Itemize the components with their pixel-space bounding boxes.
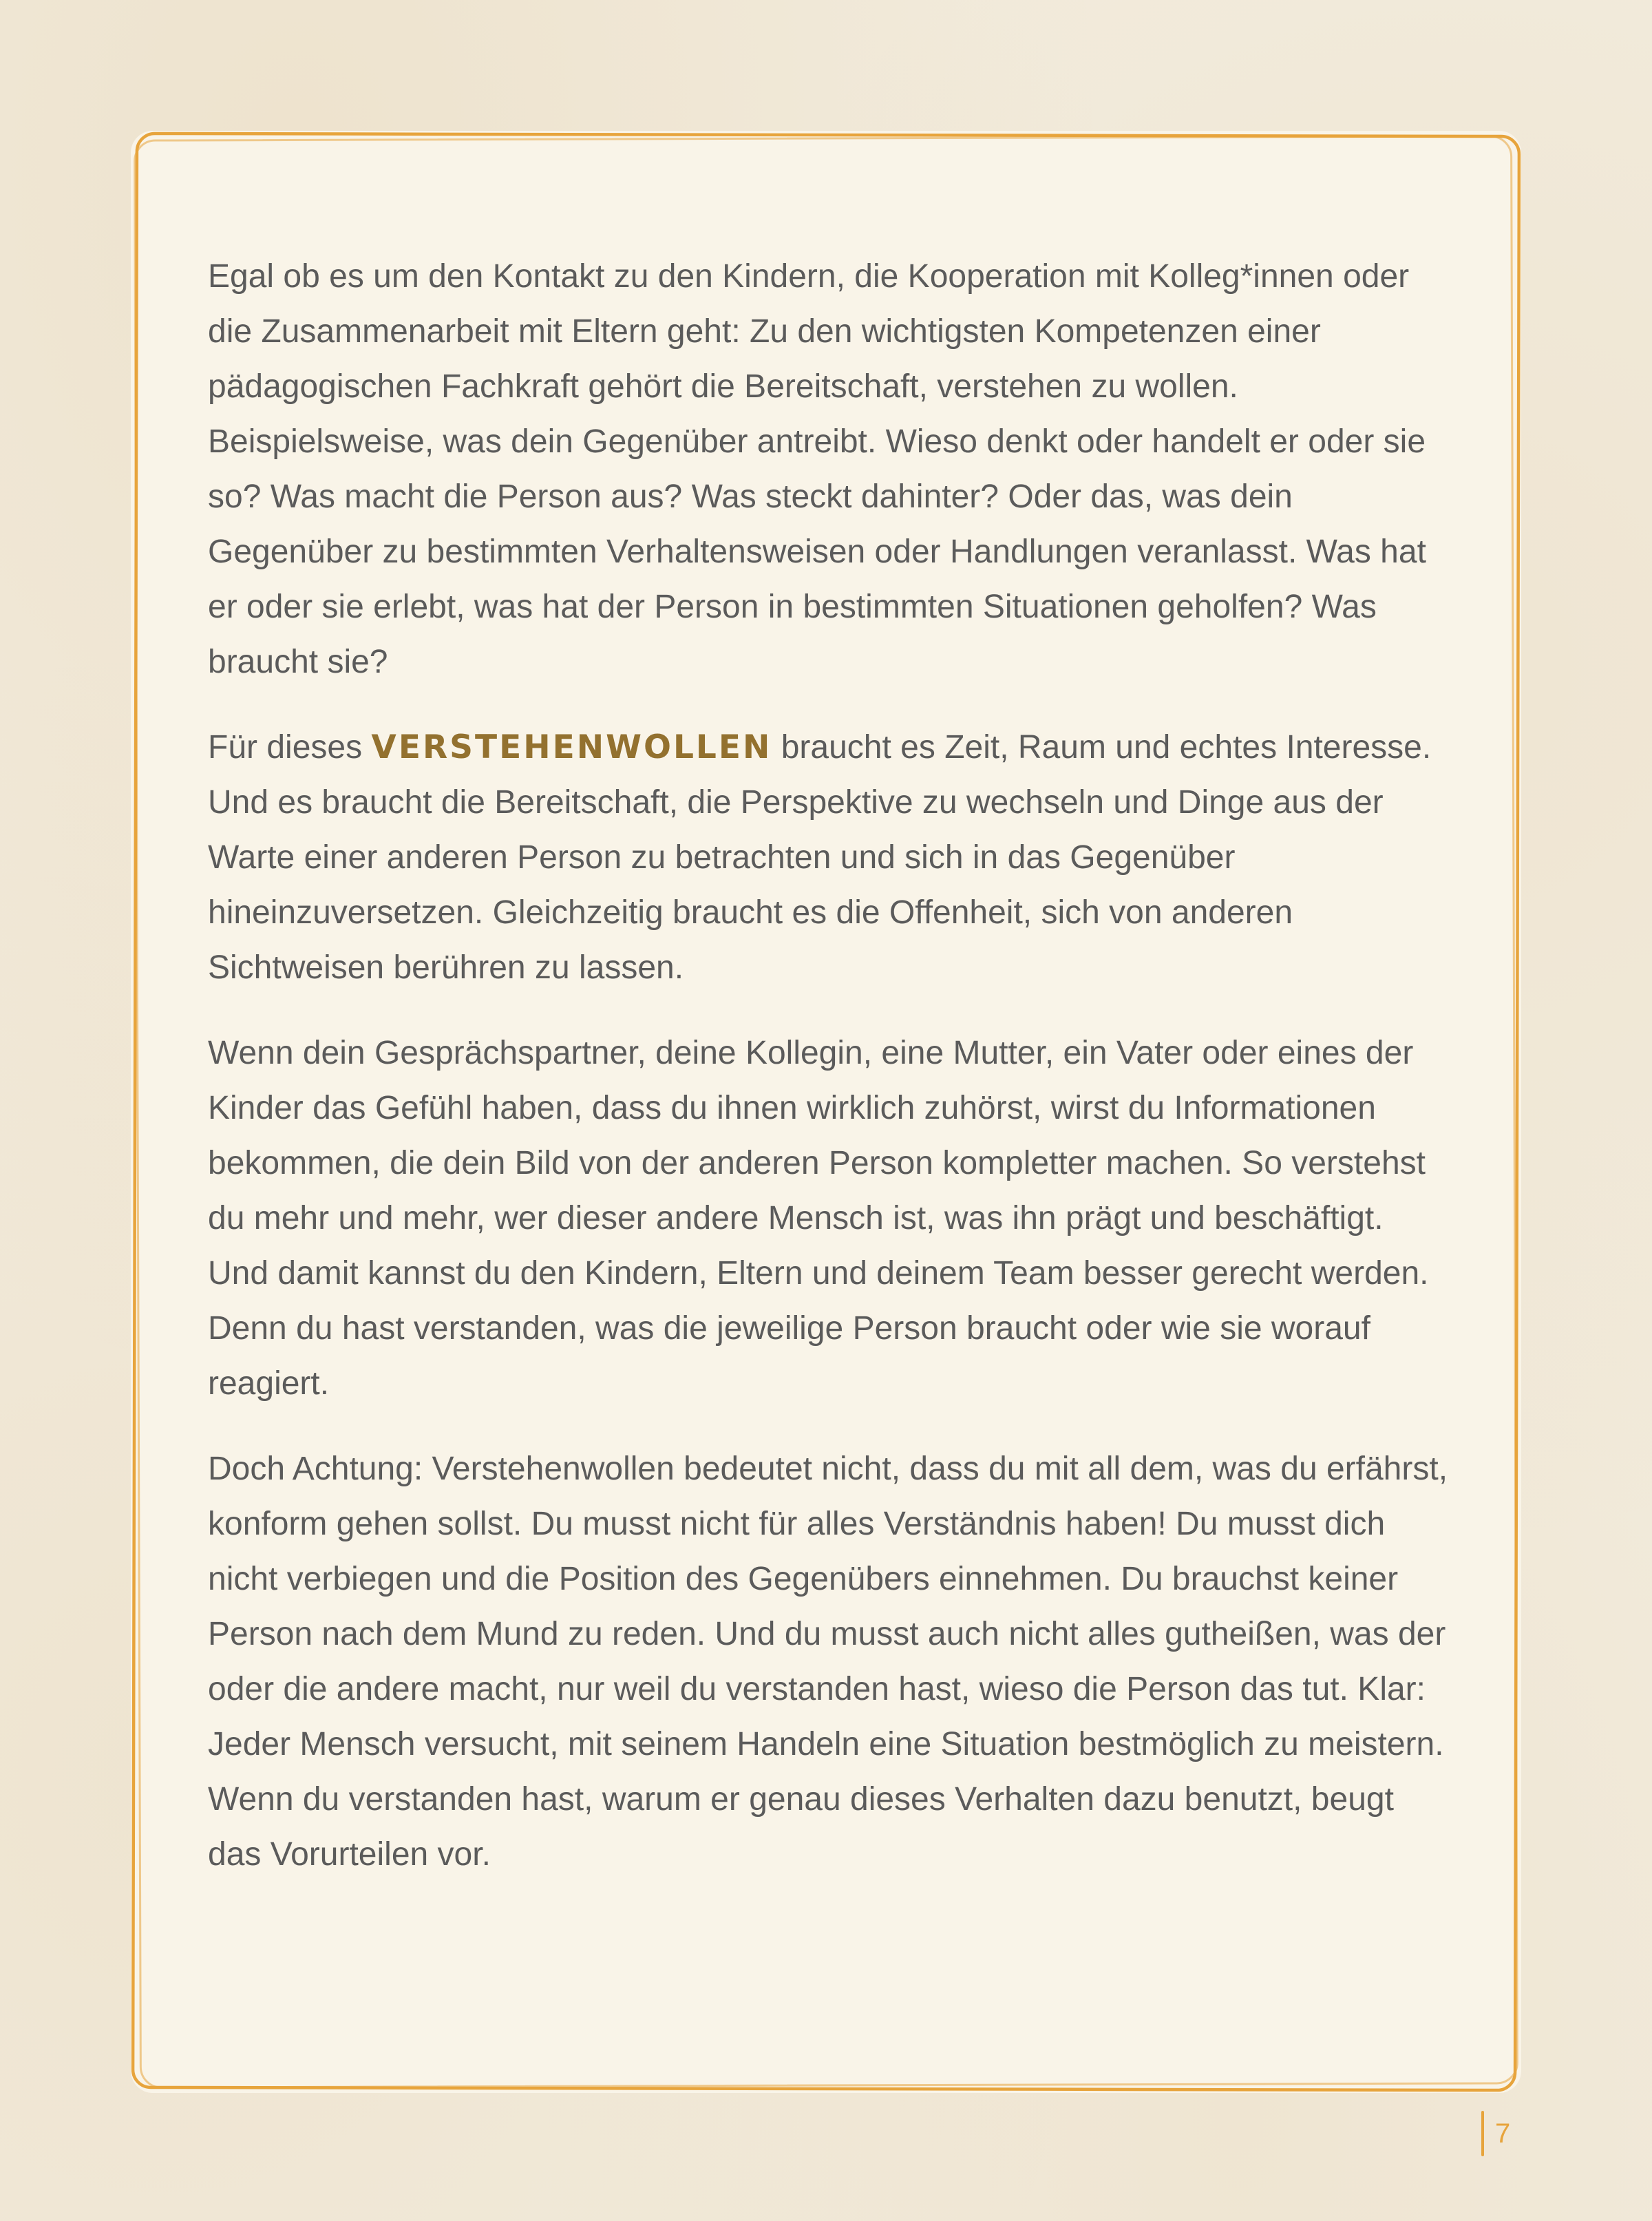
page-frame — [131, 131, 1521, 2093]
verstehenwollen-highlight: VERSTEHENWOLLEN — [371, 728, 772, 766]
paragraph-zuhoeren: Wenn dein Gesprächspartner, deine Kollegin, eine Mutter, ein Vater oder eines der Kinder das Gefühl haben, dass du ihnen wirklich zuhörst, wirst du Informationen bekommen, die dein Bild von der anderen Person kompletter machen. So verstehst du mehr und mehr, wer dieser andere Mensch ist, was ihn prägt und beschäftigt. Und damit kannst du den Kindern, Eltern und deinem Team besser gerecht werden. Denn du hast verstanden, was die jeweilige Person braucht oder wie sie worauf reagiert. — [208, 1035, 1429, 1402]
text-block — [208, 249, 1452, 1882]
page-number-rule — [1481, 2111, 1484, 2156]
paragraph-text-before: Für dieses — [208, 729, 372, 766]
paragraph-intro: Egal ob es um den Kontakt zu den Kindern, die Kooperation mit Kolleg*innen oder die Zusammenarbeit mit Eltern geht: Zu den wichtigsten Kompetenzen einer pädagogischen Fachkraft gehört die Bereitschaft, verstehen zu wollen. Beispielsweise, was dein Gegenüber antreibt. Wieso denkt oder handelt er oder sie so? Was macht die Person aus? Was steckt dahinter? Oder das, was dein Gegenüber zu bestimmten Verhaltensweisen oder Handlungen veranlasst. Was hat er oder sie erlebt, was hat der Person in bestimmten Situationen geholfen? Was braucht sie? — [208, 258, 1426, 680]
paragraph-text-after: braucht es Zeit, Raum und echtes Interesse. Und es braucht die Bereitschaft, die Perspektive zu wechseln und Dinge aus der Warte einer anderen Person zu betrachten und sich in das Gegenüber hineinzuversetzen. Gleichzeitig braucht es die Offenheit, sich von anderen Sichtweisen berühren zu lassen. — [208, 729, 1432, 986]
paragraph-achtung: Doch Achtung: Verstehenwollen bedeutet nicht, dass du mit all dem, was du erfährst, konform gehen sollst. Du musst nicht für alles Verständnis haben! Du musst dich nicht verbiegen und die Position des Gegenübers einnehmen. Du brauchst keiner Person nach dem Mund zu reden. Und du musst auch nicht alles gutheißen, was der oder die andere macht, nur weil du verstanden hast, wieso die Person das tut. Klar: Jeder Mensch versucht, mit seinem Handeln eine Situation bestmöglich zu meistern. Wenn du verstanden hast, warum er genau dieses Verhalten dazu benutzt, beugt das Vorurteilen vor. — [208, 1451, 1448, 1873]
page-number-area — [1481, 2111, 1510, 2156]
page-number: 7 — [1495, 2118, 1511, 2149]
paragraph-verstehenwollen — [208, 720, 1452, 996]
